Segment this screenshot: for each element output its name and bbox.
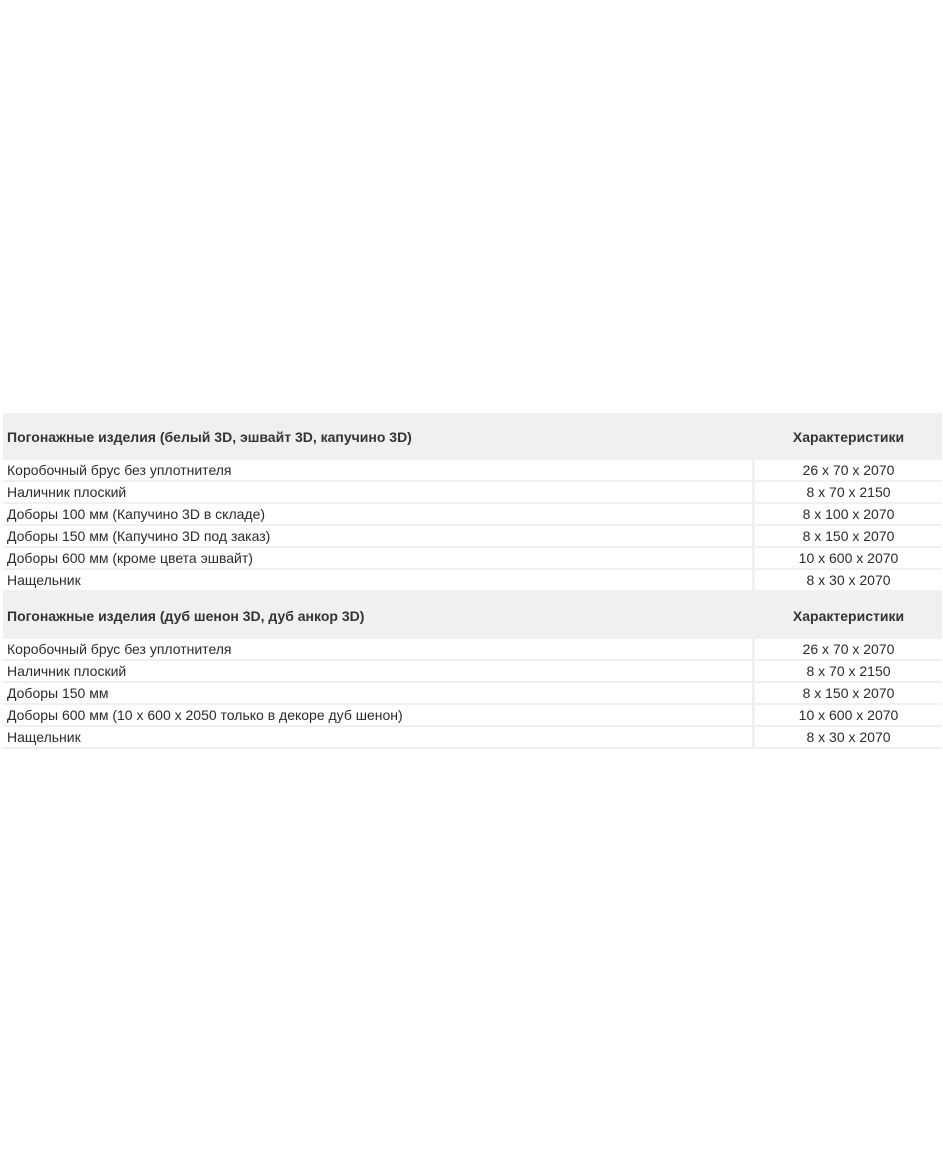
product-spec: 8 x 30 x 2070 [755, 727, 942, 749]
table-row [3, 570, 942, 592]
product-name: Наличник плоский [3, 661, 755, 683]
product-name: Доборы 100 мм (Капучино 3D в складе) [3, 504, 755, 526]
products-spec-table [3, 413, 942, 749]
product-spec: 8 x 100 x 2070 [755, 504, 942, 526]
product-spec: 26 x 70 x 2070 [755, 639, 942, 661]
product-name: Наличник плоский [3, 482, 755, 504]
product-name: Доборы 600 мм (кроме цвета эшвайт) [3, 548, 755, 570]
product-name: Коробочный брус без уплотнителя [3, 460, 755, 482]
product-spec: 8 x 150 x 2070 [755, 683, 942, 705]
product-name: Коробочный брус без уплотнителя [3, 639, 755, 661]
product-spec: 8 x 150 x 2070 [755, 526, 942, 548]
product-spec: 10 x 600 x 2070 [755, 548, 942, 570]
spec-column-header: Характеристики [755, 592, 942, 639]
product-spec: 8 x 30 x 2070 [755, 570, 942, 592]
section-title: Погонажные изделия (белый 3D, эшвайт 3D, капучино 3D) [3, 413, 755, 460]
table-row [3, 727, 942, 749]
spec-column-header: Характеристики [755, 413, 942, 460]
table-row [3, 526, 942, 548]
table-row [3, 639, 942, 661]
table-row [3, 504, 942, 526]
product-spec: 26 x 70 x 2070 [755, 460, 942, 482]
table-row [3, 683, 942, 705]
table-row [3, 482, 942, 504]
section-header-row [3, 413, 942, 460]
section-title: Погонажные изделия (дуб шенон 3D, дуб анкор 3D) [3, 592, 755, 639]
product-name: Нащельник [3, 727, 755, 749]
product-name: Доборы 150 мм (Капучино 3D под заказ) [3, 526, 755, 548]
table-row [3, 661, 942, 683]
product-spec: 8 x 70 x 2150 [755, 482, 942, 504]
table-row [3, 460, 942, 482]
section-header-row [3, 592, 942, 639]
table-row [3, 705, 942, 727]
table-row [3, 548, 942, 570]
product-spec: 8 x 70 x 2150 [755, 661, 942, 683]
product-spec: 10 x 600 x 2070 [755, 705, 942, 727]
product-name: Нащельник [3, 570, 755, 592]
product-name: Доборы 600 мм (10 x 600 x 2050 только в декоре дуб шенон) [3, 705, 755, 727]
product-name: Доборы 150 мм [3, 683, 755, 705]
